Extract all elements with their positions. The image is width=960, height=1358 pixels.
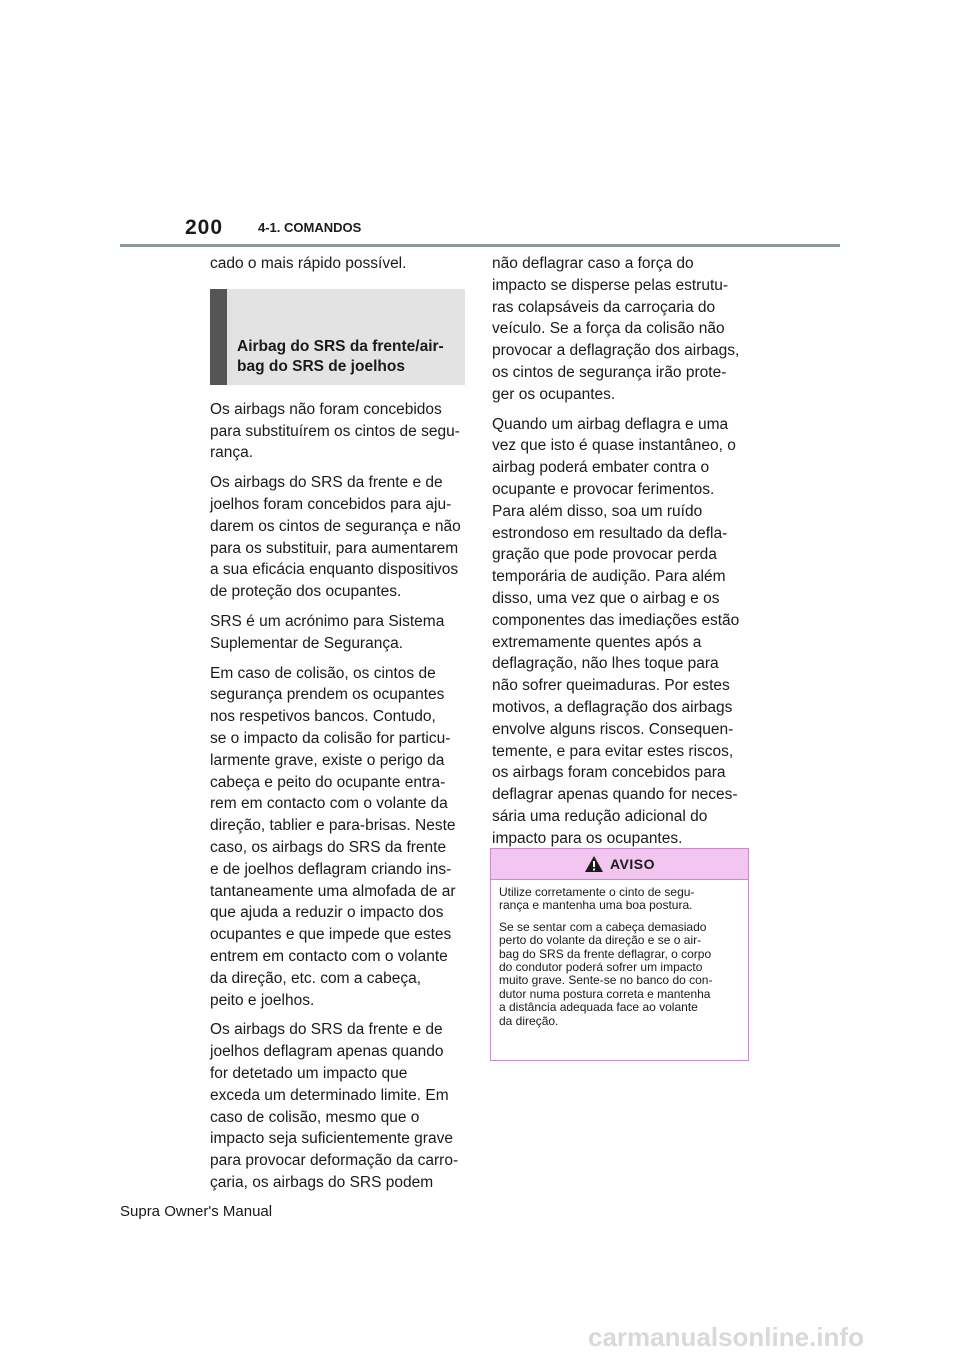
warning-body — [491, 880, 748, 1028]
paragraph: não deflagrar caso a força do impacto se disperse pelas estrutu- ras colapsáveis da carroçaria do veículo. Se a força da colisão não provocar a deflagração dos airbags, os cintos de segurança irão prote- ger os ocupantes. — [492, 255, 740, 403]
page-number: 200 — [185, 216, 224, 239]
header-divider — [120, 244, 840, 247]
paragraph: Os airbags não foram concebidos para substituírem os cintos de segu- rança. — [210, 400, 460, 462]
warning-title: AVISO — [609, 856, 656, 872]
section-title: 4-1. COMANDOS — [258, 220, 362, 235]
warning-box — [490, 848, 749, 1061]
footer-text: Supra Owner's Manual — [120, 1203, 273, 1220]
warning-paragraph: Se se sentar com a cabeça demasiado perto do volante da direção e se o air- bag do SRS da frente deflagrar, o corpo do condutor poderá sofrer um impacto muito grave. Sente-se no banco do con- dutor numa postura correta e mantenha a distância adequada face ao volante da direção. — [499, 919, 713, 1028]
warning-paragraph: Utilize corretamente o cinto de segu- rança e mantenha uma boa postura. — [499, 885, 695, 913]
right-column — [492, 253, 747, 858]
paragraph: Os airbags do SRS da frente e de joelhos foram concebidos para aju- darem os cintos de segurança e não para os substituir, para aumentarem a sua eficácia enquanto dispositivos de proteção dos ocupantes. — [210, 474, 461, 601]
paragraph: SRS é um acrónimo para Sistema Suplementar de Segurança. — [210, 612, 445, 652]
heading-bar — [210, 289, 227, 385]
section-heading — [210, 289, 465, 385]
paragraph: Em caso de colisão, os cintos de segurança prendem os ocupantes nos respetivos bancos. Contudo, se o impacto da colisão for particu- larmente grave, existe o perigo da cabeça e peito do ocupante entra- rem em contacto com o volante da direção, tablier e para-brisas. Neste caso, os airbags do SRS da frente e de joelhos deflagram criando ins- tantaneamente uma almofada de ar que ajuda a reduzir o impacto dos ocupantes e que impede que estes entrem em contacto com o volante da direção, etc. com a cabeça, peito e joelhos. — [210, 664, 456, 1009]
watermark: carmanualsonline.info — [588, 1322, 864, 1352]
paragraph: Quando um airbag deflagra e uma vez que isto é quase instantâneo, o airbag poderá embater contra o ocupante e provocar ferimentos. Para além disso, soa um ruído estrondoso em resultado da defla- gração que pode provocar perda temporária de audição. Para além disso, uma vez que o airbag e os componentes das imediações estão extremamente quentes após a deflagração, não lhes toque para não sofrer queimaduras. Por estes motivos, a deflagração dos airbags envolve alguns riscos. Consequen- temente, e para evitar estes riscos, os airbags foram concebidos para deflagrar apenas quando for neces- sária uma redução adicional do impacto para os ocupantes. — [492, 415, 740, 847]
left-column — [210, 253, 465, 1202]
section-heading-text: Airbag do SRS da frente/air- bag do SRS de joelhos — [237, 337, 444, 375]
warning-header — [491, 849, 748, 880]
paragraph: Os airbags do SRS da frente e de joelhos deflagram apenas quando for detetado um impacto que exceda um determinado limite. Em caso de colisão, mesmo que o impacto seja suficientemente grave para provocar deformação da carro- çaria, os airbags do SRS podem — [210, 1021, 459, 1191]
intro-paragraph: cado o mais rápido possível. — [210, 255, 407, 272]
warning-triangle-icon — [584, 855, 604, 873]
